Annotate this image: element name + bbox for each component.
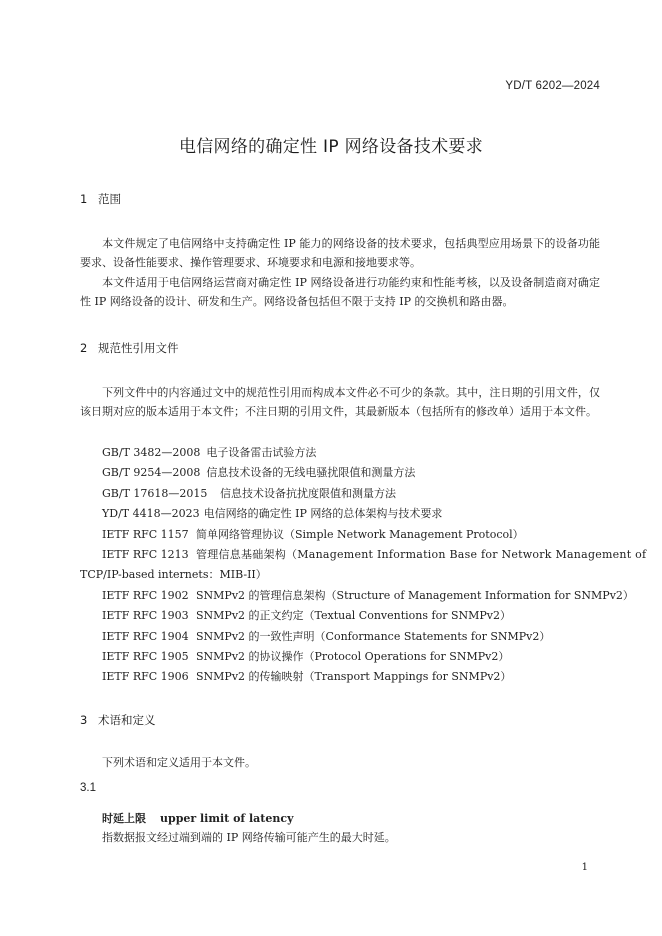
section-1-heading [80,191,121,207]
reference-code: IETF RFC 1902 [102,589,189,602]
section-2-heading [80,340,179,356]
reference-title: SNMPv2 的管理信息架构（Structure of Management Information for SNMPv2） [196,589,634,602]
reference-item-continuation [80,566,267,582]
reference-item [102,444,316,460]
document-title: 电信网络的确定性 IP 网络设备技术要求 [178,137,484,157]
reference-code: IETF RFC 1905 [102,650,189,663]
reference-code: IETF RFC 1157 [102,528,189,541]
section-title: 规范性引用文件 [98,341,179,355]
standard-number: YD/T 6202—2024 [505,80,600,92]
reference-code: IETF RFC 1213 [102,548,189,561]
reference-title: 信息技术设备的无线电骚扰限值和测量方法 [206,466,416,479]
section-title: 范围 [98,192,121,206]
reference-title: 信息技术设备抗扰度限值和测量方法 [220,487,396,500]
section-title: 术语和定义 [98,713,156,727]
section-number: 3 [80,713,88,727]
section-3-heading [80,712,156,728]
reference-title: 电子设备雷击试验方法 [206,446,317,459]
reference-title: 电信网络的确定性 IP 网络的总体架构与技术要求 [203,507,443,520]
terms-intro [80,753,600,772]
reference-item [102,668,511,684]
reference-title: SNMPv2 的正文约定（Textual Conventions for SNMPv2） [196,609,512,622]
scope-text-1: 本文件规定了电信网络中支持确定性 IP 能力的网络设备的技术要求，包括典型应用场景下的设备功能要求、设备性能要求、操作管理要求、环境要求和电源和接地要求等。 [80,237,600,269]
reference-title-continuation: TCP/IP-based internets：MIB-II） [80,568,267,581]
reference-item [102,526,524,542]
references-intro [80,383,600,421]
term-english: upper limit of latency [160,812,294,825]
reference-code: GB/T 9254—2008 [102,466,201,479]
scope-text-2: 本文件适用于电信网络运营商对确定性 IP 网络设备进行功能约束和性能考核，以及设备制造商对确定性 IP 网络设备的设计、研发和生产。网络设备包括但不限于支持 IP 的交换机和路由器。 [80,276,600,308]
reference-title: 简单网络管理协议（Simple Network Management Protocol） [196,528,524,541]
reference-item [102,485,396,501]
section-number: 1 [80,192,88,206]
reference-code: IETF RFC 1906 [102,670,189,683]
reference-item [102,648,509,664]
section-number: 2 [80,341,88,355]
reference-title: SNMPv2 的一致性声明（Conformance Statements for SNMPv2） [196,630,551,643]
reference-item [102,464,415,480]
reference-title: 管理信息基础架构（Management Information Base for Network Management of [196,548,647,561]
scope-paragraph-2 [80,273,600,311]
reference-item [102,546,646,562]
terms-intro-text: 下列术语和定义适用于本文件。 [102,756,256,769]
scope-paragraph-1 [80,234,600,272]
term-number: 3.1 [80,782,96,794]
reference-title: SNMPv2 的协议操作（Protocol Operations for SNMPv2） [196,650,510,663]
term-definition: 指数据报文经过端到端的 IP 网络传输可能产生的最大时延。 [102,831,396,844]
reference-code: GB/T 3482—2008 [102,446,201,459]
reference-item [102,505,442,521]
reference-code: YD/T 4418—2023 [102,507,200,520]
reference-title: SNMPv2 的传输映射（Transport Mappings for SNMPv2） [196,670,512,683]
page-number: 1 [581,862,588,873]
reference-code: IETF RFC 1903 [102,609,189,622]
reference-item [102,607,511,623]
reference-item [102,628,550,644]
reference-code: IETF RFC 1904 [102,630,189,643]
term-chinese: 时延上限 [102,812,146,825]
term-heading [102,810,293,826]
reference-item [102,587,634,603]
references-intro-text: 下列文件中的内容通过文中的规范性引用而构成本文件必不可少的条款。其中，注日期的引用文件，仅该日期对应的版本适用于本文件；不注日期的引用文件，其最新版本（包括所有的修改单）适用于本文件。 [80,386,600,418]
reference-code: GB/T 17618—2015 [102,487,208,500]
